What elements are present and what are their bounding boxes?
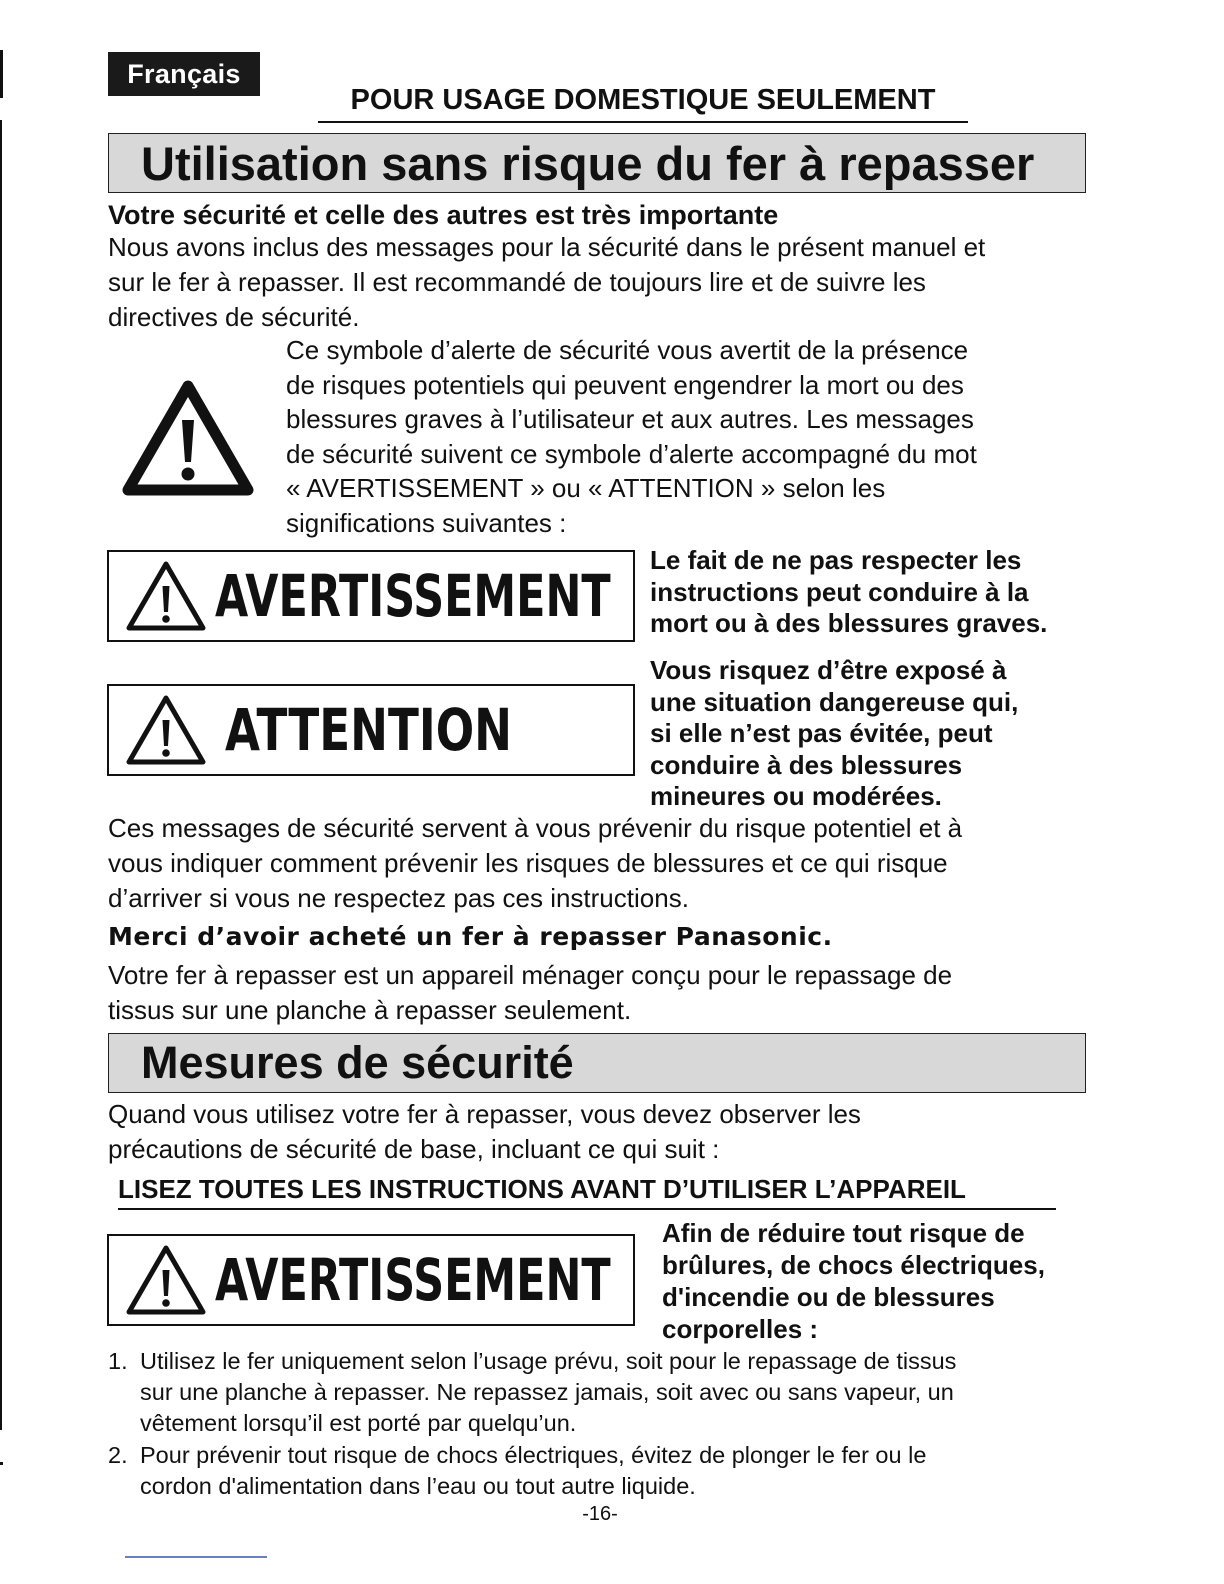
text-line: d’arriver si vous ne respectez pas ces instructions. [108, 883, 689, 913]
warning-triangle-icon [121, 556, 211, 636]
text-line: mort ou à des blessures graves. [650, 608, 1048, 638]
text-line: brûlures, de chocs électriques, [662, 1250, 1045, 1280]
text-line: cordon d'alimentation dans l’eau ou tout autre liquide. [140, 1473, 696, 1499]
read-all-instructions-heading: LISEZ TOUTES LES INSTRUCTIONS AVANT D’UTILISER L’APPAREIL [118, 1174, 1056, 1210]
alert-symbol-explanation [286, 333, 1076, 540]
text-line: corporelles : [662, 1314, 819, 1344]
safety-alert-icon [122, 378, 254, 500]
text-line: directives de sécurité. [108, 302, 360, 332]
warning-signal-word: AVERTISSEMENT [215, 1246, 611, 1314]
section-title: Mesures de sécurité [141, 1037, 574, 1088]
caution-signal-box [107, 684, 635, 776]
precautions-intro [108, 1097, 1088, 1167]
text-line: « AVERTISSEMENT » ou « ATTENTION » selon les [286, 473, 886, 503]
text-line: Votre fer à repasser est un appareil ménager conçu pour le repassage de [108, 960, 953, 990]
section-title: Utilisation sans risque du fer à repasser [141, 137, 1035, 190]
list-item [108, 1346, 1068, 1439]
warning-triangle-icon [121, 1240, 211, 1320]
intro-paragraph [108, 230, 1088, 335]
text-line: instructions peut conduire à la [650, 576, 1029, 607]
margin-mark-top [0, 50, 3, 98]
text-line: une situation dangereuse qui, [650, 686, 1019, 717]
thanks-paragraph [108, 958, 1088, 1028]
text-line: de risques potentiels qui peuvent engendrer la mort ou des [286, 369, 964, 400]
text-line: sur le fer à repasser. Il est recommandé de toujours lire et de suivre les [108, 267, 926, 297]
text-line: de sécurité suivent ce symbole d’alerte accompagné du mot [286, 438, 977, 469]
warning-description [662, 1217, 1045, 1345]
text-line: sur une planche à repasser. Ne repassez jamais, soit avec ou sans vapeur, un [140, 1379, 954, 1405]
text-line: conduire à des blessures [650, 749, 963, 780]
text-line: blessures graves à l’utilisateur et aux autres. Les messages [286, 404, 974, 434]
footer-rule [125, 1556, 267, 1558]
text-line: Pour prévenir tout risque de chocs électriques, évitez de plonger le fer ou le [140, 1442, 927, 1468]
thanks-heading: Merci d’avoir acheté un fer à repasser Panasonic. [108, 922, 833, 951]
messages-purpose-paragraph [108, 811, 1088, 916]
safety-subheading: Votre sécurité et celle des autres est très importante [108, 200, 779, 230]
text-line: Afin de réduire tout risque de [662, 1218, 1025, 1248]
text-line: d'incendie ou de blessures [662, 1282, 995, 1312]
list-number: 1. [108, 1348, 128, 1374]
text-line: si elle n’est pas évitée, peut [650, 718, 993, 748]
text-line: tissus sur une planche à repasser seulement. [108, 995, 632, 1025]
text-line: Vous risquez d’être exposé à [650, 655, 1007, 685]
text-line: mineures ou modérées. [650, 781, 942, 811]
list-number: 2. [108, 1442, 128, 1468]
warning-description [650, 545, 1047, 640]
language-tab: Français [108, 52, 260, 96]
text-line: vous indiquer comment prévenir les risques de blessures et ce qui risque [108, 848, 948, 878]
warning-signal-box [107, 1234, 635, 1326]
text-line: Ce symbole d’alerte de sécurité vous avertit de la présence [286, 335, 969, 365]
page-number: -16- [582, 1503, 618, 1525]
margin-rule [0, 120, 2, 1430]
text-line: vêtement lorsqu’il est porté par quelqu’un. [140, 1410, 577, 1436]
list-item [108, 1440, 1068, 1502]
usage-heading: POUR USAGE DOMESTIQUE SEULEMENT [318, 84, 968, 123]
section-title-bar [108, 133, 1086, 193]
caution-signal-word: ATTENTION [225, 696, 513, 764]
section-title-bar [108, 1033, 1086, 1093]
text-line: précautions de sécurité de base, incluant ce qui suit : [108, 1134, 720, 1164]
caution-triangle-icon [121, 690, 211, 770]
text-line: Ces messages de sécurité servent à vous prévenir du risque potentiel et à [108, 813, 963, 843]
text-line: Nous avons inclus des messages pour la sécurité dans le présent manuel et [108, 232, 986, 262]
warning-signal-word: AVERTISSEMENT [215, 562, 611, 630]
caution-description [650, 655, 1018, 813]
margin-dot [0, 1462, 3, 1465]
text-line: significations suivantes : [286, 507, 567, 538]
warning-signal-box [107, 550, 635, 642]
text-line: Utilisez le fer uniquement selon l’usage prévu, soit pour le repassage de tissus [140, 1348, 957, 1374]
text-line: Quand vous utilisez votre fer à repasser, vous devez observer les [108, 1099, 861, 1129]
text-line: Le fait de ne pas respecter les [650, 545, 1022, 575]
